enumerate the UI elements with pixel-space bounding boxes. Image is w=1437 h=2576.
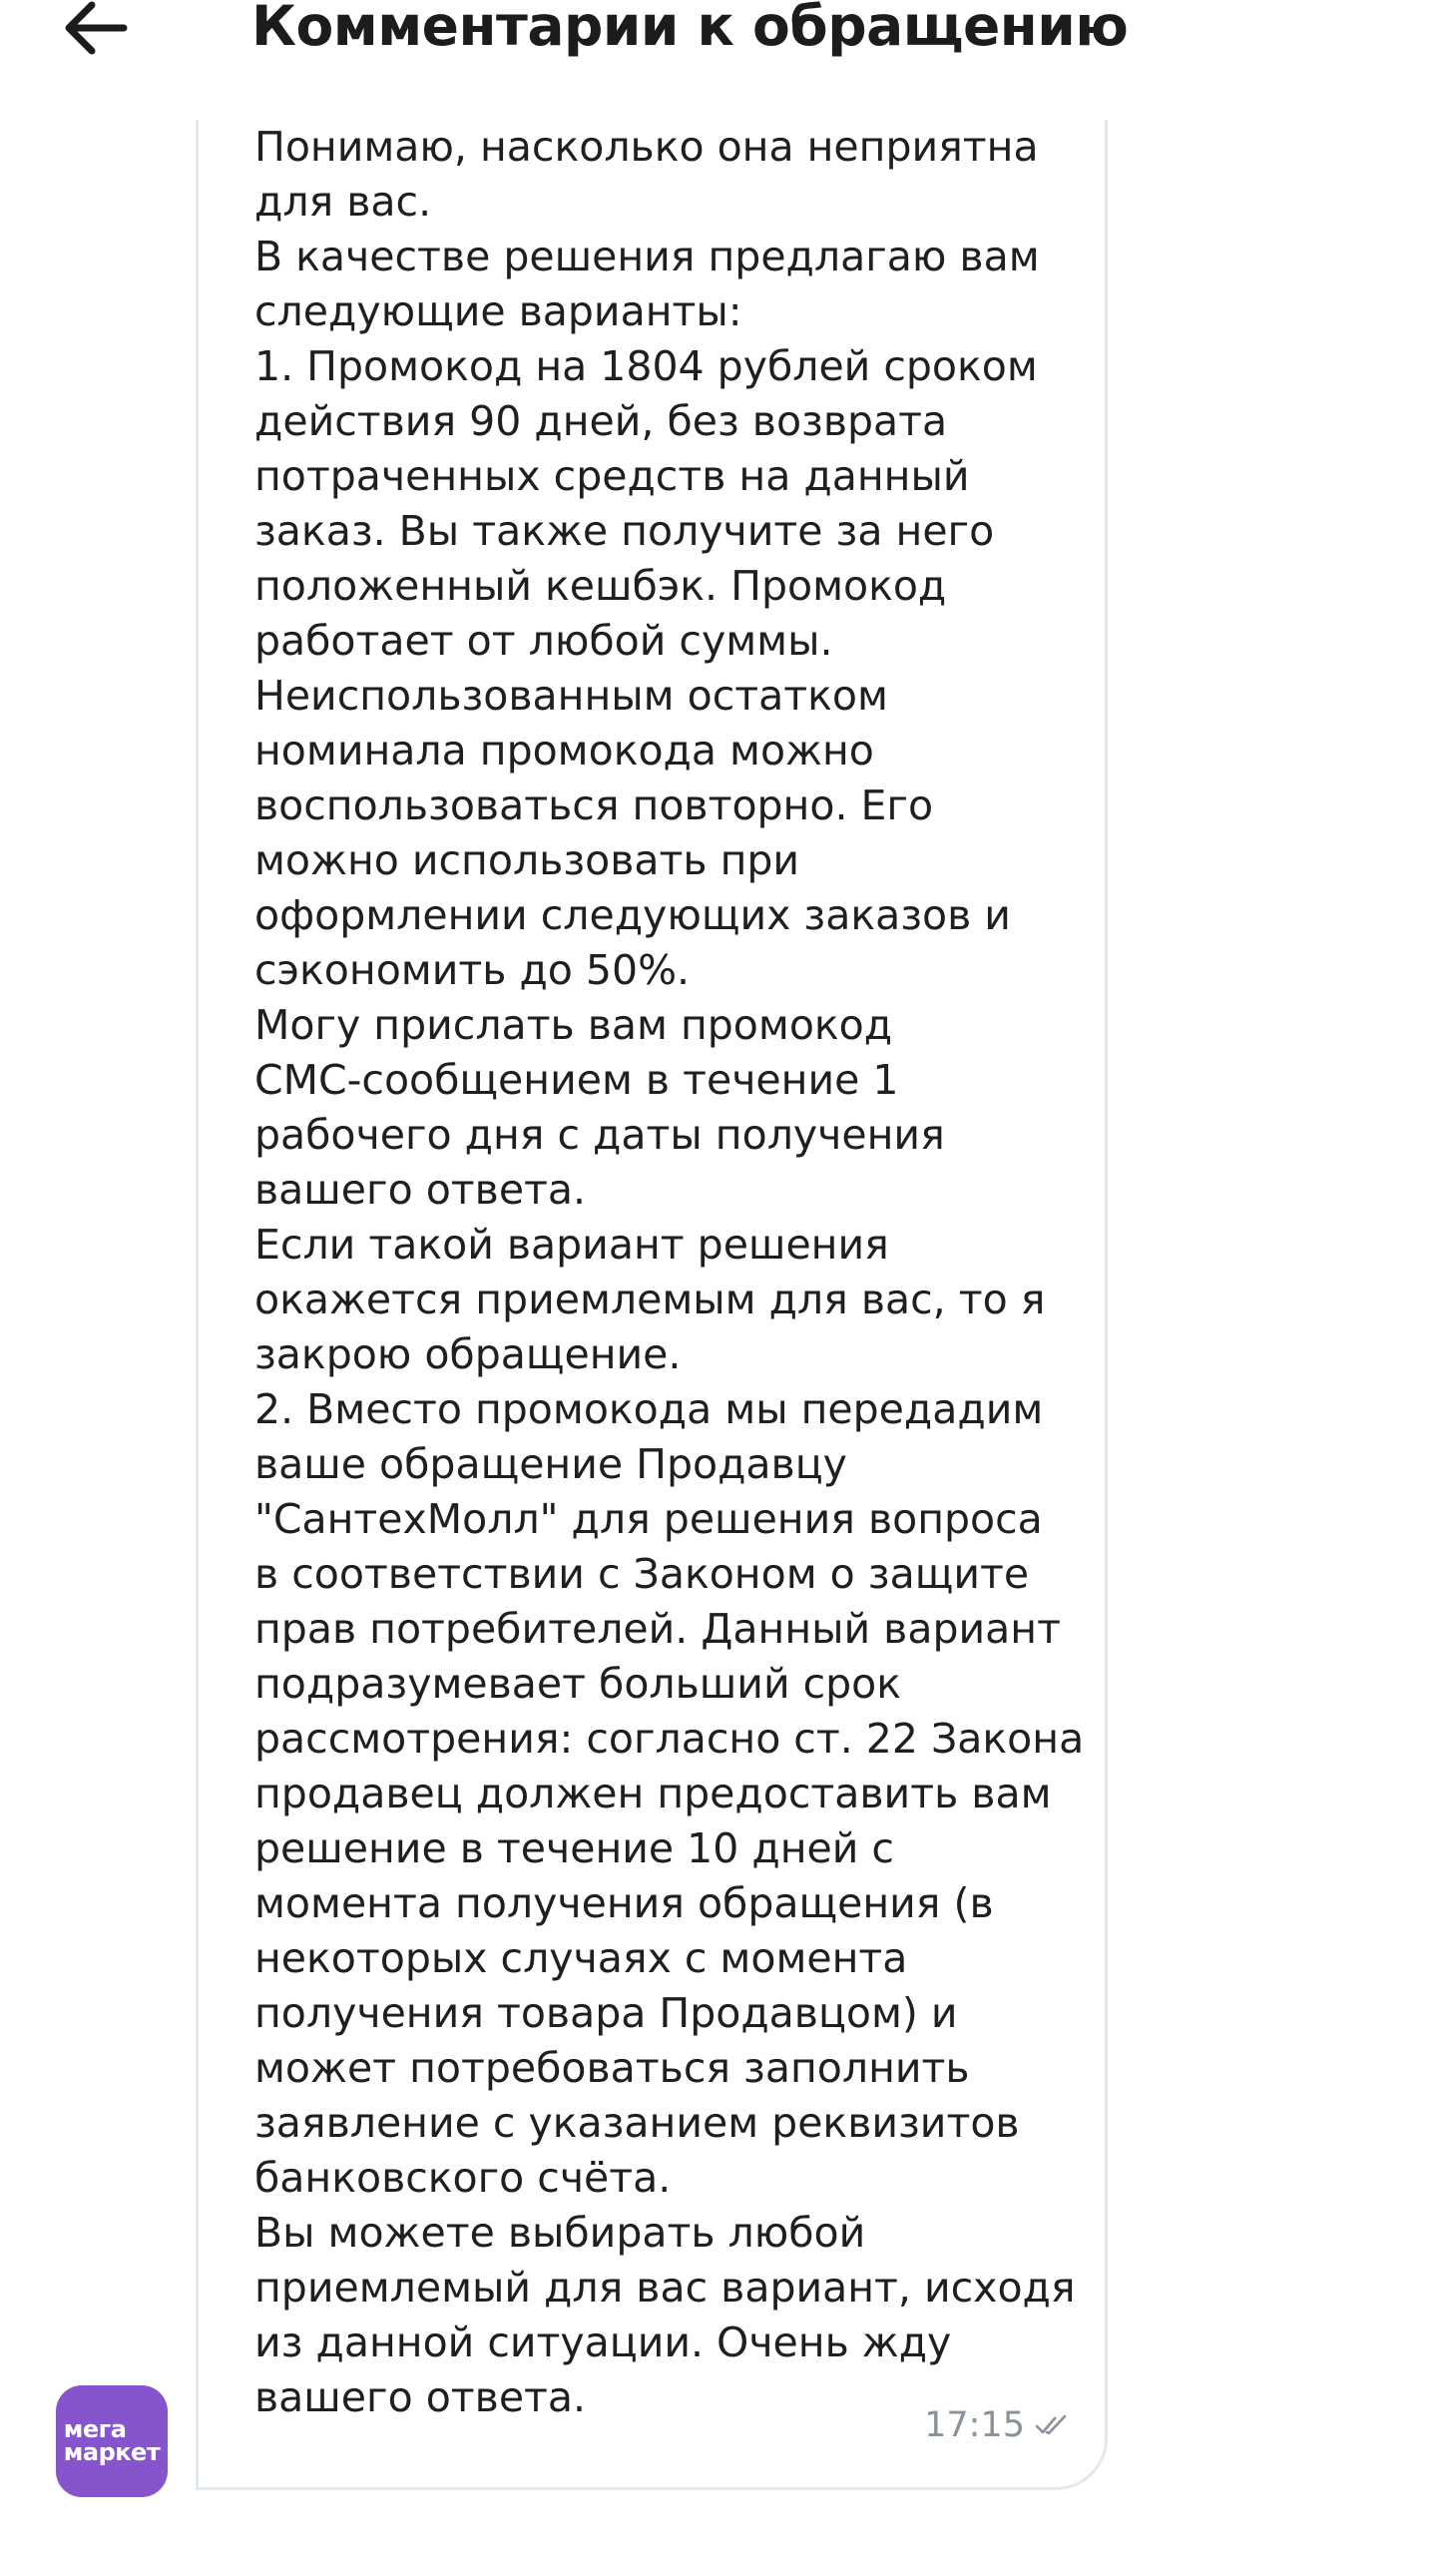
page-title: Комментарии к обращению — [251, 0, 1129, 58]
avatar[interactable] — [56, 2385, 168, 2497]
header — [0, 0, 1437, 70]
back-button[interactable] — [62, 0, 128, 56]
arrow-left-icon — [62, 0, 128, 56]
message-bubble — [196, 120, 1108, 2490]
message-meta — [924, 2405, 1069, 2445]
message-time: 17:15 — [924, 2405, 1025, 2445]
megamarket-logo: мега маркет — [63, 2415, 161, 2466]
double-check-icon — [1035, 2414, 1069, 2436]
message-text: Понимаю, насколько она неприятна для вас. В качестве решения предлагаю вам следующие варианты: 1. Промокод на 1804 рублей сроком действия 90 дней, без возврата потраченных средств на данный заказ. Вы также получите за него положенный кешбэк. Промокод работает от любой суммы. Неиспользованным остатком номинала промокода можно воспользоваться повторно. Его можно использовать при оформлении следующих заказов и сэкономить до 50%. Могу прислать вам промокод СМС-сообщением в течение 1 рабочего дня с даты получения вашего ответа. Если такой вариант решения окажется приемлемым для вас, то я закрою обращение. 2. Вместо промокода мы передадим ваше обращение Продавцу "СантехМолл" для решения вопроса в соответствии с Законом о защите прав потребителей. Данный вариант подразумевает больший срок рассмотрения: согласно ст. 22 Закона продавец должен предоставить вам решение в течение 10 дней с момента получения обращения (в некоторых случаях с момента получения товара Продавцом) и может потребоваться заполнить заявление с указанием реквизитов банковского счёта. Вы можете выбирать любой приемлемый для вас вариант, исходя из данной ситуации. Очень жду вашего ответа. — [254, 123, 1085, 2421]
